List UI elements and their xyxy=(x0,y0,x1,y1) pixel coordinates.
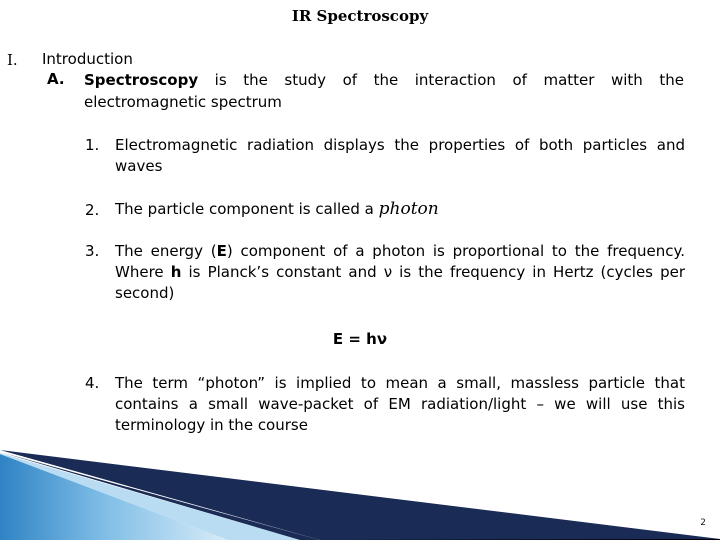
item-1-line-1: Electromagnetic radiation displays the properties of both particles and xyxy=(115,136,685,154)
item-4-line-1: The term “photon” is implied to mean a small, massless particle that xyxy=(115,374,685,392)
item-1-number: 1. xyxy=(85,136,100,154)
item-3-line-3: second) xyxy=(115,284,175,302)
item-2-lead-text: The particle component is called a xyxy=(115,200,379,218)
section-heading: Introduction xyxy=(42,50,133,68)
item-3-line-1-part-b: ) component of a photon is proportional to the frequency. xyxy=(226,242,685,260)
section-number: I. xyxy=(7,51,18,69)
planck-symbol: h xyxy=(170,263,182,281)
footer-swoosh-decoration xyxy=(0,450,720,540)
page-number: 2 xyxy=(700,518,706,528)
nu-symbol: ν xyxy=(383,263,393,281)
subsection-line-1-rest: is the study of the interaction of matter with the xyxy=(198,71,684,89)
equation: E = hν xyxy=(332,330,388,348)
item-4-number: 4. xyxy=(85,374,100,392)
item-3-text xyxy=(115,241,685,304)
energy-symbol: E xyxy=(216,242,227,260)
item-3-line-1-part-a: The energy ( xyxy=(115,242,217,260)
item-4-line-3: terminology in the course xyxy=(115,416,308,434)
item-3-line-2-part-a: Where xyxy=(115,263,171,281)
term-spectroscopy: Spectroscopy xyxy=(84,71,199,89)
item-4-line-2: contains a small wave-packet of EM radiation/light – we will use this xyxy=(115,395,685,413)
item-2-text xyxy=(115,199,685,220)
subsection-letter: A. xyxy=(47,70,65,88)
item-2-number: 2. xyxy=(85,201,100,219)
page-title: IR Spectroscopy xyxy=(291,7,429,25)
photon-term: photon xyxy=(378,199,439,219)
item-3-line-2 xyxy=(115,262,685,283)
item-1-text xyxy=(115,135,685,177)
item-4-text xyxy=(115,373,685,436)
item-3-line-2-part-c: is the frequency in Hertz (cycles per xyxy=(392,263,685,281)
item-3-number: 3. xyxy=(85,242,100,260)
subsection-text xyxy=(84,69,684,113)
subsection-line-1 xyxy=(84,69,684,91)
item-3-line-1 xyxy=(115,241,685,262)
subsection-line-2: electromagnetic spectrum xyxy=(84,93,282,111)
item-1-line-2: waves xyxy=(115,157,163,175)
item-3-line-2-part-b: is Planck’s constant and xyxy=(181,263,384,281)
